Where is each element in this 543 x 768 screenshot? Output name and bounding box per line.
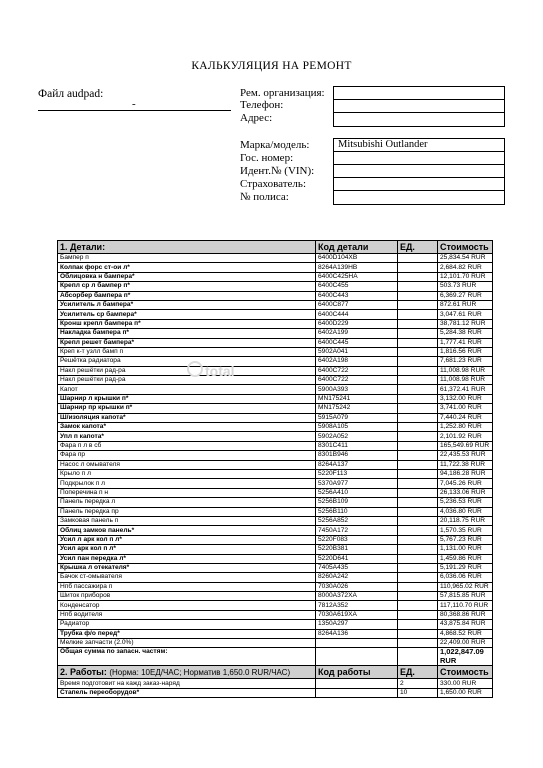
works-row bbox=[58, 688, 493, 697]
parts-cost-cell: 4,036.80 RUR bbox=[438, 507, 493, 516]
parts-code-cell: 8260A242 bbox=[316, 573, 398, 582]
parts-code-cell: 8264A136 bbox=[316, 629, 398, 638]
parts-cost-cell: 4,868.52 RUR bbox=[438, 629, 493, 638]
parts-header-cost: Стоимость bbox=[438, 241, 493, 254]
parts-unit-cell bbox=[398, 479, 438, 488]
parts-code-cell: 6400D104XB bbox=[316, 254, 398, 263]
works-cost-cell: 1,650.00 RUR bbox=[438, 688, 493, 697]
parts-unit-cell bbox=[398, 601, 438, 610]
parts-cost-cell: 1,570.35 RUR bbox=[438, 526, 493, 535]
parts-unit-cell bbox=[398, 291, 438, 300]
parts-cost-cell: 38,781.12 RUR bbox=[438, 319, 493, 328]
parts-row bbox=[58, 545, 493, 554]
works-code-cell bbox=[316, 688, 398, 697]
parts-name-cell: Панель передка л bbox=[58, 498, 316, 507]
parts-code-cell: MN175242 bbox=[316, 404, 398, 413]
parts-row bbox=[58, 282, 493, 291]
parts-unit-cell bbox=[398, 338, 438, 347]
works-header-unit: ЕД. bbox=[398, 666, 438, 679]
parts-unit-cell bbox=[398, 610, 438, 619]
parts-name-cell: Накл решётки рад-ра bbox=[58, 376, 316, 385]
parts-cost-cell: 1,131.00 RUR bbox=[438, 545, 493, 554]
parts-code-cell: 5220F113 bbox=[316, 469, 398, 478]
org-field-name bbox=[334, 87, 504, 100]
works-header-row bbox=[58, 666, 493, 679]
parts-code-cell: 7030A026 bbox=[316, 582, 398, 591]
parts-row bbox=[58, 338, 493, 347]
parts-code-cell: 7405A435 bbox=[316, 563, 398, 572]
parts-unit-cell bbox=[398, 376, 438, 385]
document-title: КАЛЬКУЛЯЦИЯ НА РЕМОНТ bbox=[191, 60, 352, 72]
parts-row bbox=[58, 554, 493, 563]
parts-code-cell: 5915A079 bbox=[316, 413, 398, 422]
vehicle-fields-box bbox=[333, 138, 505, 205]
parts-code-cell: 6400C722 bbox=[316, 376, 398, 385]
parts-name-cell: Шарнир пр крышки п* bbox=[58, 404, 316, 413]
parts-unit-cell bbox=[398, 592, 438, 601]
parts-row bbox=[58, 535, 493, 544]
file-value: - bbox=[132, 98, 136, 110]
org-field-address bbox=[334, 113, 504, 126]
parts-name-cell: Крепл ср л бампер п* bbox=[58, 282, 316, 291]
parts-unit-cell bbox=[398, 357, 438, 366]
parts-cost-cell: 5,236.53 RUR bbox=[438, 498, 493, 507]
parts-row bbox=[58, 469, 493, 478]
parts-row bbox=[58, 357, 493, 366]
parts-row bbox=[58, 404, 493, 413]
parts-code-cell: 5370A977 bbox=[316, 479, 398, 488]
parts-name-cell: Фара пр bbox=[58, 451, 316, 460]
works-name-cell: Стапель переоборудов* bbox=[58, 688, 316, 697]
parts-unit-cell bbox=[398, 366, 438, 375]
parts-cost-cell: 57,815.85 RUR bbox=[438, 592, 493, 601]
parts-total-row bbox=[58, 648, 493, 666]
parts-row bbox=[58, 319, 493, 328]
parts-unit-cell bbox=[398, 582, 438, 591]
parts-cost-cell: 22,435.53 RUR bbox=[438, 451, 493, 460]
parts-code-cell: 5256A852 bbox=[316, 516, 398, 525]
parts-unit-cell bbox=[398, 347, 438, 356]
vehicle-label-vin: Идент.№ (VIN): bbox=[240, 165, 315, 177]
parts-row bbox=[58, 573, 493, 582]
parts-cost-cell: 11,008.98 RUR bbox=[438, 376, 493, 385]
watermark-text: total bbox=[205, 363, 235, 379]
parts-unit-cell bbox=[398, 526, 438, 535]
parts-row bbox=[58, 385, 493, 394]
works-unit-cell: 2 bbox=[398, 679, 438, 688]
parts-name-cell: Шиток приборов bbox=[58, 592, 316, 601]
parts-cost-cell: 25,834.54 RUR bbox=[438, 254, 493, 263]
parts-cost-cell: 7,681.23 RUR bbox=[438, 357, 493, 366]
parts-header-row bbox=[58, 241, 493, 254]
parts-code-cell: 6400D229 bbox=[316, 319, 398, 328]
parts-code-cell: 8301B946 bbox=[316, 451, 398, 460]
parts-row bbox=[58, 329, 493, 338]
parts-code-cell: 5220F083 bbox=[316, 535, 398, 544]
parts-cost-cell: 12,101.70 RUR bbox=[438, 272, 493, 281]
parts-cost-cell: 1,459.86 RUR bbox=[438, 554, 493, 563]
parts-name-cell: Накладка бампера п* bbox=[58, 329, 316, 338]
parts-code-cell: 6400C443 bbox=[316, 291, 398, 300]
org-fields-box bbox=[333, 86, 505, 127]
parts-cost-cell: 20,118.75 RUR bbox=[438, 516, 493, 525]
parts-name-cell: Панель передка пр bbox=[58, 507, 316, 516]
parts-code-cell: 7812A352 bbox=[316, 601, 398, 610]
watermark-logo bbox=[205, 363, 235, 379]
parts-unit-cell bbox=[398, 629, 438, 638]
parts-row bbox=[58, 498, 493, 507]
parts-name-cell: Решётка радиатора bbox=[58, 357, 316, 366]
parts-cost-cell: 1,816.56 RUR bbox=[438, 347, 493, 356]
parts-code-cell: 6402A198 bbox=[316, 357, 398, 366]
works-row bbox=[58, 679, 493, 688]
parts-code-cell: 5902A041 bbox=[316, 347, 398, 356]
parts-code-cell: 6400C445 bbox=[316, 338, 398, 347]
vehicle-field-insurer bbox=[334, 178, 504, 191]
vehicle-field-model: Mitsubishi Outlander bbox=[334, 139, 504, 152]
parts-code-cell: 7030A619XA bbox=[316, 610, 398, 619]
parts-cost-cell: 11,008.98 RUR bbox=[438, 366, 493, 375]
parts-name-cell: Радиатор bbox=[58, 620, 316, 629]
parts-row bbox=[58, 423, 493, 432]
parts-cost-cell: 11,722.38 RUR bbox=[438, 460, 493, 469]
parts-code-cell: 5902A052 bbox=[316, 432, 398, 441]
vehicle-label-model: Марка/модель: bbox=[240, 139, 310, 151]
parts-row bbox=[58, 394, 493, 403]
parts-name-cell: Мелкие запчасти (2.0%) bbox=[58, 639, 316, 648]
parts-row bbox=[58, 479, 493, 488]
parts-unit-cell bbox=[398, 469, 438, 478]
parts-code-cell: 6402A199 bbox=[316, 329, 398, 338]
parts-cost-cell: 43,875.84 RUR bbox=[438, 620, 493, 629]
parts-unit-cell bbox=[398, 507, 438, 516]
parts-name-cell: Трубка ф/о перед* bbox=[58, 629, 316, 638]
parts-unit-cell bbox=[398, 432, 438, 441]
parts-name-cell: Насос л омывателя bbox=[58, 460, 316, 469]
works-header-title: 2. Работы: bbox=[60, 666, 107, 677]
parts-name-cell: Поперечина п н bbox=[58, 488, 316, 497]
parts-name-cell: Нпб водителя bbox=[58, 610, 316, 619]
parts-name-cell: Конденсатор bbox=[58, 601, 316, 610]
parts-code-cell bbox=[316, 639, 398, 648]
parts-code-cell: 8264A137 bbox=[316, 460, 398, 469]
parts-name-cell: Крепл решет бампера* bbox=[58, 338, 316, 347]
parts-row bbox=[58, 366, 493, 375]
parts-unit-cell bbox=[398, 460, 438, 469]
parts-code-cell: 5900A393 bbox=[316, 385, 398, 394]
parts-row bbox=[58, 601, 493, 610]
parts-name-cell: Упл п капота* bbox=[58, 432, 316, 441]
parts-row bbox=[58, 263, 493, 272]
parts-row bbox=[58, 300, 493, 309]
parts-row bbox=[58, 376, 493, 385]
parts-row bbox=[58, 254, 493, 263]
works-header-code: Код работы bbox=[316, 666, 398, 679]
parts-name-cell: Облицовка н бампера* bbox=[58, 272, 316, 281]
parts-name-cell: Кронш крепл бампера п* bbox=[58, 319, 316, 328]
parts-row bbox=[58, 592, 493, 601]
vehicle-field-policy bbox=[334, 191, 504, 204]
parts-total-value bbox=[438, 648, 493, 666]
works-header-note: (Норма: 10ЕД/ЧАС; Норматив 1,650.0 RUR/ЧАС) bbox=[109, 667, 291, 677]
parts-row bbox=[58, 620, 493, 629]
parts-row bbox=[58, 526, 493, 535]
parts-cost-cell: 6,036.06 RUR bbox=[438, 573, 493, 582]
file-underline bbox=[38, 110, 231, 111]
parts-code-cell: 6400C444 bbox=[316, 310, 398, 319]
file-label: Файл audpad: bbox=[38, 88, 104, 100]
parts-total-amount: 1,022,847.09 bbox=[440, 647, 484, 657]
parts-code-cell: 6400C877 bbox=[316, 300, 398, 309]
vehicle-label-policy: № полиса: bbox=[240, 191, 289, 203]
parts-unit-cell bbox=[398, 535, 438, 544]
vehicle-field-plate bbox=[334, 152, 504, 165]
parts-name-cell: Облиц замков панель* bbox=[58, 526, 316, 535]
parts-unit-cell bbox=[398, 498, 438, 507]
parts-cost-cell: 26,133.06 RUR bbox=[438, 488, 493, 497]
parts-name-cell: Крыло п л bbox=[58, 469, 316, 478]
org-label-name: Рем. организация: bbox=[240, 87, 325, 99]
parts-name-cell: Ш/изоляция капота* bbox=[58, 413, 316, 422]
parts-code-cell: 8264A139HB bbox=[316, 263, 398, 272]
parts-header-name: 1. Детали: bbox=[58, 241, 316, 254]
parts-unit-cell bbox=[398, 254, 438, 263]
parts-unit-cell bbox=[398, 404, 438, 413]
parts-unit-cell bbox=[398, 620, 438, 629]
parts-unit-cell bbox=[398, 413, 438, 422]
parts-cost-cell: 7,440.24 RUR bbox=[438, 413, 493, 422]
parts-cost-cell: 5,284.38 RUR bbox=[438, 329, 493, 338]
parts-cost-cell: 5,191.29 RUR bbox=[438, 563, 493, 572]
parts-name-cell: Шарнир л крышки п* bbox=[58, 394, 316, 403]
parts-row bbox=[58, 610, 493, 619]
parts-code-cell: 5908A105 bbox=[316, 423, 398, 432]
parts-cost-cell: 80,368.86 RUR bbox=[438, 610, 493, 619]
parts-unit-cell bbox=[398, 441, 438, 450]
parts-code-cell: 8000A372XA bbox=[316, 592, 398, 601]
parts-cost-cell: 165,549.69 RUR bbox=[438, 441, 493, 450]
watermark-circle-icon bbox=[187, 361, 203, 377]
parts-row bbox=[58, 507, 493, 516]
parts-cost-cell: 5,767.23 RUR bbox=[438, 535, 493, 544]
org-label-address: Адрес: bbox=[240, 112, 273, 124]
parts-cost-cell: 503.73 RUR bbox=[438, 282, 493, 291]
parts-code-cell: 5256B110 bbox=[316, 507, 398, 516]
parts-cost-cell: 2,101.92 RUR bbox=[438, 432, 493, 441]
parts-unit-cell bbox=[398, 451, 438, 460]
parts-code-cell: 8301C411 bbox=[316, 441, 398, 450]
works-cost-cell: 330.00 RUR bbox=[438, 679, 493, 688]
works-header-name bbox=[58, 666, 316, 679]
parts-name-cell: Крышка л отекателя* bbox=[58, 563, 316, 572]
works-unit-cell: 10 bbox=[398, 688, 438, 697]
parts-name-cell: Усилитель ср бампера* bbox=[58, 310, 316, 319]
parts-unit-cell bbox=[398, 272, 438, 281]
parts-name-cell: Капот bbox=[58, 385, 316, 394]
parts-row bbox=[58, 310, 493, 319]
parts-name-cell: Бампер п bbox=[58, 254, 316, 263]
works-name-cell: Время подготовит на кажд заказ-наряд bbox=[58, 679, 316, 688]
parts-name-cell: Подкрылок п л bbox=[58, 479, 316, 488]
parts-unit-cell bbox=[398, 423, 438, 432]
works-code-cell bbox=[316, 679, 398, 688]
org-field-phone bbox=[334, 100, 504, 113]
parts-cost-cell: 1,252.80 RUR bbox=[438, 423, 493, 432]
parts-cost-cell: 61,372.41 RUR bbox=[438, 385, 493, 394]
parts-name-cell: Усил пан передка л* bbox=[58, 554, 316, 563]
parts-code-cell: 5220D641 bbox=[316, 554, 398, 563]
parts-name-cell: Колпак форс ст-ои л* bbox=[58, 263, 316, 272]
parts-total-currency: RUR bbox=[440, 655, 457, 665]
parts-row bbox=[58, 639, 493, 648]
parts-total-label: Общая сумма по запасн. частям: bbox=[58, 648, 316, 666]
vehicle-label-insurer: Страхователь: bbox=[240, 178, 306, 190]
vehicle-label-plate: Гос. номер: bbox=[240, 152, 294, 164]
parts-unit-cell bbox=[398, 329, 438, 338]
works-header-cost: Стоимость bbox=[438, 666, 493, 679]
parts-name-cell: Усил арк кол п л* bbox=[58, 545, 316, 554]
parts-unit-cell bbox=[398, 310, 438, 319]
parts-unit-cell bbox=[398, 263, 438, 272]
parts-total-unit bbox=[398, 648, 438, 666]
parts-name-cell: Абсорбер бампера п* bbox=[58, 291, 316, 300]
parts-code-cell: 6400C722 bbox=[316, 366, 398, 375]
parts-cost-cell: 3,047.61 RUR bbox=[438, 310, 493, 319]
parts-cost-cell: 94,186.28 RUR bbox=[438, 469, 493, 478]
parts-unit-cell bbox=[398, 282, 438, 291]
parts-unit-cell bbox=[398, 516, 438, 525]
parts-row bbox=[58, 451, 493, 460]
parts-name-cell: Замок капота* bbox=[58, 423, 316, 432]
parts-unit-cell bbox=[398, 394, 438, 403]
parts-row bbox=[58, 516, 493, 525]
parts-cost-cell: 117,110.70 RUR bbox=[438, 601, 493, 610]
parts-unit-cell bbox=[398, 573, 438, 582]
parts-row bbox=[58, 563, 493, 572]
parts-cost-cell: 2,684.82 RUR bbox=[438, 263, 493, 272]
parts-row bbox=[58, 488, 493, 497]
parts-cost-cell: 7,045.26 RUR bbox=[438, 479, 493, 488]
parts-cost-cell: 872.61 RUR bbox=[438, 300, 493, 309]
parts-code-cell: 5256A410 bbox=[316, 488, 398, 497]
parts-code-cell: MN175241 bbox=[316, 394, 398, 403]
parts-unit-cell bbox=[398, 385, 438, 394]
parts-code-cell: 7450A172 bbox=[316, 526, 398, 535]
parts-header-code: Код детали bbox=[316, 241, 398, 254]
parts-code-cell: 1350A297 bbox=[316, 620, 398, 629]
parts-row bbox=[58, 629, 493, 638]
parts-unit-cell bbox=[398, 563, 438, 572]
parts-unit-cell bbox=[398, 545, 438, 554]
parts-code-cell: 5256B109 bbox=[316, 498, 398, 507]
parts-row bbox=[58, 272, 493, 281]
parts-cost-cell: 22,409.00 RUR bbox=[438, 639, 493, 648]
parts-row bbox=[58, 291, 493, 300]
parts-code-cell: 5220B381 bbox=[316, 545, 398, 554]
parts-row bbox=[58, 460, 493, 469]
calculation-table bbox=[57, 240, 493, 698]
parts-cost-cell: 1,777.41 RUR bbox=[438, 338, 493, 347]
parts-unit-cell bbox=[398, 319, 438, 328]
parts-name-cell: Замковая панель п bbox=[58, 516, 316, 525]
parts-name-cell: Усил л арк кол п л* bbox=[58, 535, 316, 544]
parts-row bbox=[58, 582, 493, 591]
parts-code-cell: 6400C455 bbox=[316, 282, 398, 291]
parts-total-code bbox=[316, 648, 398, 666]
parts-unit-cell bbox=[398, 639, 438, 648]
parts-unit-cell bbox=[398, 554, 438, 563]
parts-unit-cell bbox=[398, 488, 438, 497]
parts-row bbox=[58, 441, 493, 450]
parts-cost-cell: 110,965.02 RUR bbox=[438, 582, 493, 591]
parts-name-cell: Усилитель л бампера* bbox=[58, 300, 316, 309]
parts-row bbox=[58, 432, 493, 441]
parts-row bbox=[58, 347, 493, 356]
parts-row bbox=[58, 413, 493, 422]
parts-cost-cell: 3,132.00 RUR bbox=[438, 394, 493, 403]
vehicle-field-vin bbox=[334, 165, 504, 178]
parts-unit-cell bbox=[398, 300, 438, 309]
parts-name-cell: Фара п л в сб bbox=[58, 441, 316, 450]
parts-name-cell: Нпб пассажира п bbox=[58, 582, 316, 591]
parts-header-unit: ЕД. bbox=[398, 241, 438, 254]
parts-name-cell: Бачок ст-омывателя bbox=[58, 573, 316, 582]
parts-name-cell: Накл решётки рад-ра bbox=[58, 366, 316, 375]
parts-cost-cell: 6,369.27 RUR bbox=[438, 291, 493, 300]
org-label-phone: Телефон: bbox=[240, 99, 284, 111]
parts-code-cell: 6400C425HA bbox=[316, 272, 398, 281]
parts-cost-cell: 3,741.00 RUR bbox=[438, 404, 493, 413]
parts-name-cell: Креп к-т узлл бамп п bbox=[58, 347, 316, 356]
